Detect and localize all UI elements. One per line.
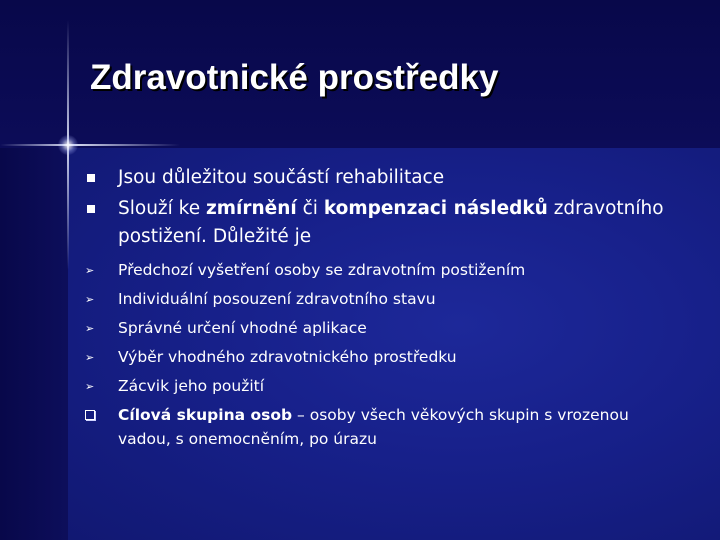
- arrow-bullet-icon: ➢: [85, 321, 95, 335]
- sub-bullet-text: Výběr vhodného zdravotnického prostředku: [118, 348, 457, 366]
- sub-bullet-item: [84, 258, 684, 282]
- bullet-text-part: zdravotního postižení. Důležité je: [118, 198, 664, 247]
- bullet-item: [84, 195, 684, 251]
- light-flare-glow: [58, 135, 78, 155]
- sub-bullet-item: [84, 374, 684, 398]
- arrow-bullet-icon: ➢: [85, 379, 95, 393]
- bullet-item: [84, 164, 684, 192]
- bullet-text-part: či: [296, 198, 324, 219]
- bullet-text: Jsou důležitou součástí rehabilitace: [118, 167, 445, 188]
- sub-bullet-item: [84, 345, 684, 369]
- sub-bullet-item: [84, 403, 684, 451]
- bullet-text: [118, 195, 684, 251]
- emphasis-zmirneni: zmírnění: [205, 198, 297, 219]
- arrow-bullet-icon: ➢: [85, 263, 95, 277]
- bullet-text-part: Slouží ke: [118, 198, 206, 219]
- left-panel: [0, 148, 68, 540]
- slide-title: Zdravotnické prostředky: [90, 58, 499, 97]
- sub-bullet-item: [84, 316, 684, 340]
- sub-bullet-text: Správné určení vhodné aplikace: [118, 319, 367, 337]
- square-bullet-icon: [84, 164, 118, 192]
- emphasis-kompenzaci: kompenzaci následků: [323, 198, 548, 219]
- square-bullet-icon: [84, 195, 118, 223]
- sub-bullet-text-part: – osoby všech věkových skupin s vrozenou vadou, s onemocněním, po úrazu: [118, 406, 629, 448]
- light-flare-horizontal: [0, 144, 180, 146]
- bullet-list: [84, 164, 684, 456]
- sub-bullet-text: [118, 403, 684, 451]
- sub-bullet-item: [84, 287, 684, 311]
- sub-bullet-text: Předchozí vyšetření osoby se zdravotním postižením: [118, 261, 526, 279]
- emphasis-target-group: Cílová skupina osob: [118, 406, 293, 424]
- sub-bullet-text: Individuální posouzení zdravotního stavu: [118, 290, 436, 308]
- arrow-bullet-icon: ➢: [85, 350, 95, 364]
- arrow-bullet-icon: ➢: [85, 292, 95, 306]
- hollow-square-bullet-icon: [84, 403, 118, 427]
- sub-bullet-text: Zácvik jeho použití: [118, 377, 265, 395]
